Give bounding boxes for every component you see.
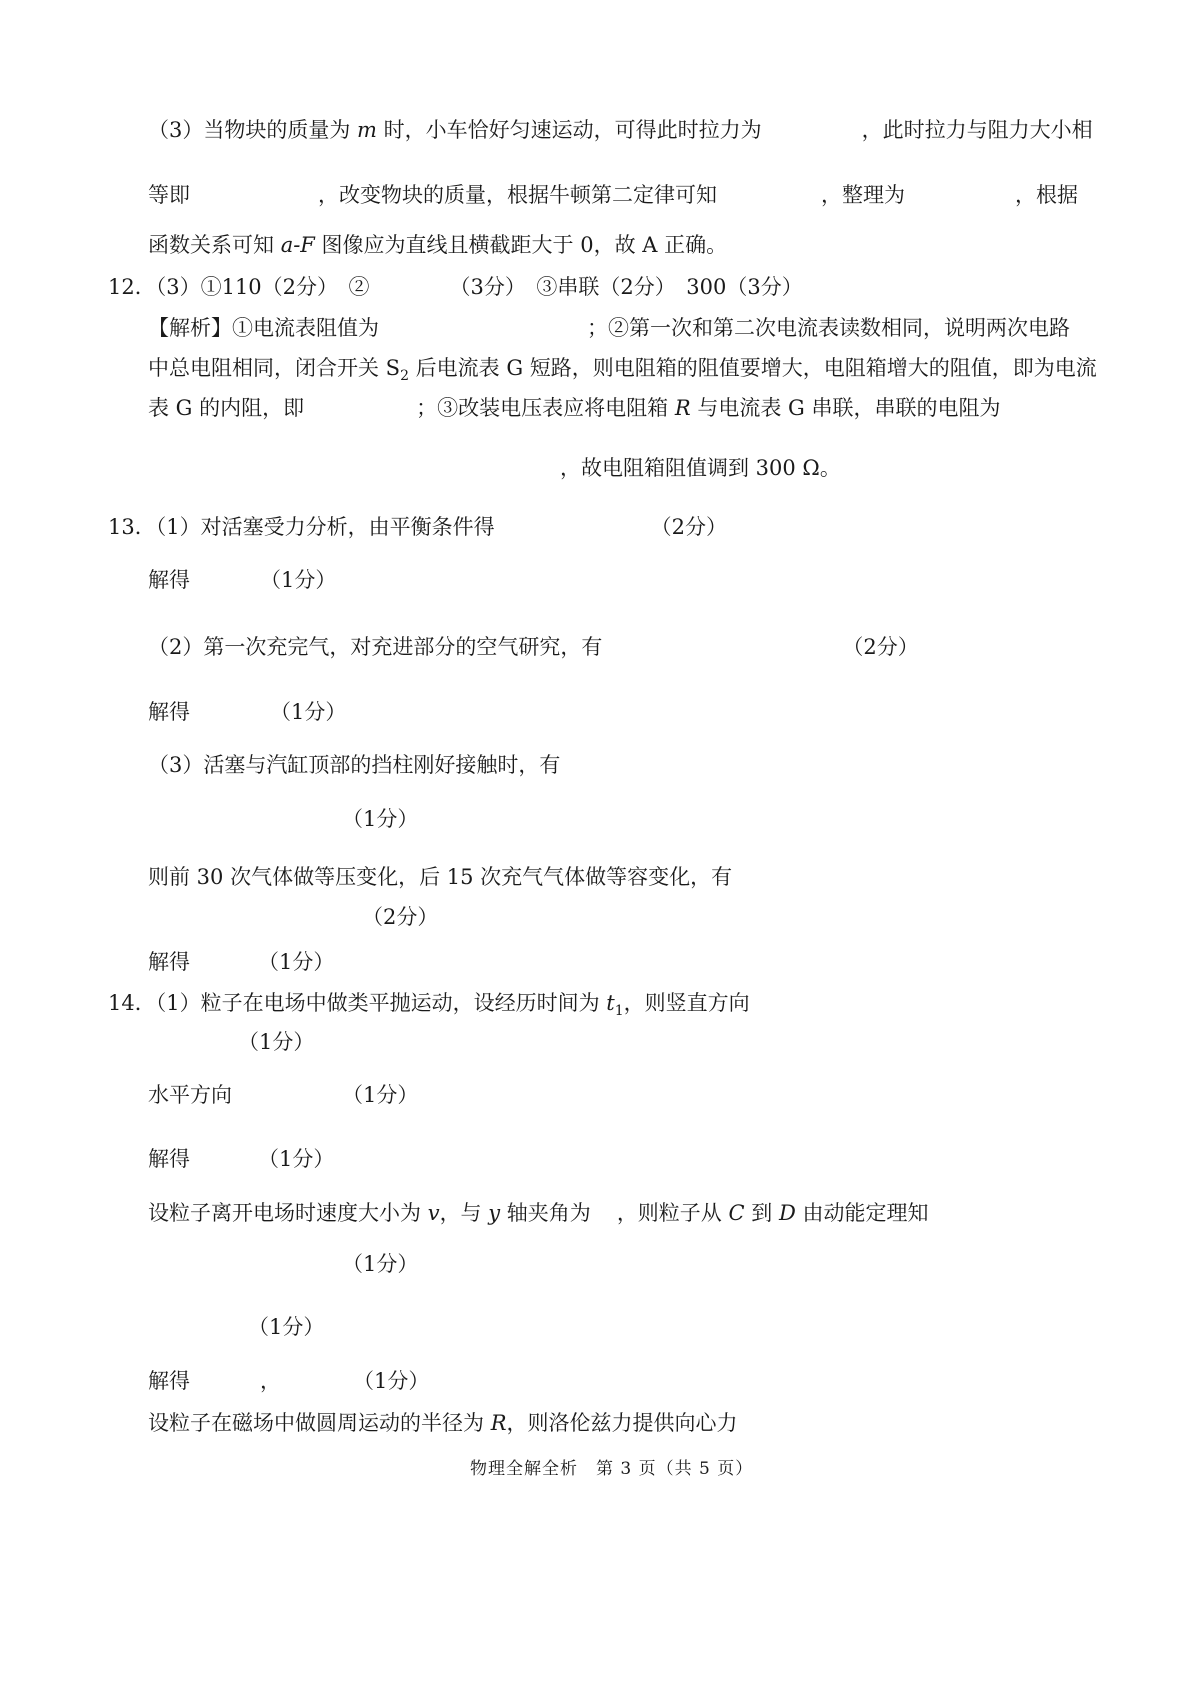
subscript: 1 [614, 1003, 624, 1020]
text-line [148, 862, 732, 892]
text-segment: ，改变物块的质量，根据牛顿第二定律可知 [318, 183, 717, 207]
text-segment: 水平方向 [148, 1083, 232, 1107]
text-line [148, 565, 336, 595]
text-segment: （2分） [650, 515, 727, 539]
text-segment: 解得 [148, 950, 190, 974]
variable: v [427, 1201, 440, 1225]
text-segment: 14．（1）粒子在电场中做类平抛运动，设经历时间为 [108, 991, 607, 1015]
score-label [248, 1312, 324, 1342]
text-segment: （1分） [342, 1252, 419, 1276]
question-12-answer [108, 272, 803, 302]
score-label [342, 804, 418, 834]
text-segment: ，根据 [1015, 183, 1078, 207]
text-segment: （1分） [258, 1147, 335, 1171]
text-segment: 到 [744, 1201, 779, 1225]
text-segment: 解得 [148, 700, 190, 724]
text-line [148, 1080, 418, 1110]
text-segment: （1分） [248, 1315, 325, 1339]
text-segment: （1分） [238, 1030, 315, 1054]
text-segment: 【解析】①电流表阻值为 [148, 316, 379, 340]
variable: y [488, 1201, 501, 1225]
text-line [148, 353, 1097, 391]
text-segment: ，故电阻箱阻值调到 300 Ω。 [560, 456, 841, 480]
text-segment: 设粒子在磁场中做圆周运动的半径为 [148, 1411, 491, 1435]
text-segment: 表 G 的内阻，即 [148, 396, 305, 420]
text-line [148, 1198, 928, 1228]
variable: D [778, 1201, 796, 1225]
text-segment: ，整理为 [821, 183, 905, 207]
text-segment: （1分） [260, 568, 337, 592]
subscript: 2 [400, 368, 409, 385]
text-segment: 轴夹角为 [500, 1201, 591, 1225]
text-segment: 函数关系可知 [148, 233, 281, 257]
question-13-line [108, 512, 727, 542]
text-segment: （3）当物块的质量为 [148, 118, 358, 142]
text-segment: 12．（3）①110（2分） ② [108, 275, 370, 299]
text-segment: 设粒子离开电场时速度大小为 [148, 1201, 428, 1225]
text-segment: 解得 [148, 1147, 190, 1171]
text-segment: 解得 [148, 568, 190, 592]
variable: t [606, 991, 615, 1015]
text-segment: 时，小车恰好匀速运动，可得此时拉力为 [376, 118, 762, 142]
text-segment: ，则洛伦兹力提供向心力 [506, 1411, 738, 1435]
text-line [148, 750, 560, 780]
score-label [238, 1027, 314, 1057]
text-segment: （1分） [342, 807, 419, 831]
text-segment: 由动能定理知 [795, 1201, 929, 1225]
text-segment: （1分） [270, 700, 347, 724]
text-segment: ，与 [439, 1201, 489, 1225]
text-segment: ，此时拉力与阻力大小相 [861, 118, 1093, 142]
text-line [148, 1408, 738, 1438]
variable: R [674, 396, 691, 420]
question-14-line [108, 988, 750, 1026]
variable: C [728, 1201, 745, 1225]
text-line [148, 393, 1000, 423]
text-segment: ；③改装电压表应将电阻箱 [416, 396, 675, 420]
variable: m [357, 118, 377, 142]
text-segment: （2分） [842, 635, 919, 659]
text-line [148, 697, 346, 727]
text-line [560, 453, 841, 483]
text-line [148, 180, 1078, 210]
text-segment: ；②第一次和第二次电流表读数相同，说明两次电路 [587, 316, 1070, 340]
text-segment: 13．（1）对活塞受力分析，由平衡条件得 [108, 515, 495, 539]
score-label [362, 902, 438, 932]
text-segment: ， [260, 1369, 281, 1393]
text-segment: （3）活塞与汽缸顶部的挡柱刚好接触时，有 [148, 753, 561, 777]
text-line [148, 632, 919, 662]
text-segment: 则前 30 次气体做等压变化，后 15 次充气气体做等容变化，有 [148, 865, 733, 889]
text-segment: 中总电阻相同，闭合开关 S [148, 356, 401, 380]
text-segment: （2分） [362, 905, 439, 929]
text-line [148, 313, 1070, 343]
text-segment: 等即 [148, 183, 190, 207]
text-line [148, 1144, 334, 1174]
text-segment: （1分） [342, 1083, 419, 1107]
variable: R [490, 1411, 507, 1435]
score-label [342, 1249, 418, 1279]
text-line [148, 115, 1093, 145]
text-segment: 后电流表 G 短路，则电阻箱的阻值要增大，电阻箱增大的阻值，即为电流 [408, 356, 1097, 380]
text-line [148, 230, 727, 260]
text-segment: ，则竖直方向 [623, 991, 750, 1015]
text-line [148, 1366, 429, 1396]
text-segment: 解得 [148, 1369, 190, 1393]
text-segment: （3分） ③串联（2分） 300（3分） [449, 275, 803, 299]
text-line [148, 947, 334, 977]
page-footer: 物理全解全析 第 3 页（共 5 页） [470, 1459, 754, 1479]
variable: a-F [280, 233, 315, 257]
text-segment: ，则粒子从 [616, 1201, 729, 1225]
text-segment: （1分） [258, 950, 335, 974]
text-segment: 图像应为直线且横截距大于 0，故 A 正确。 [314, 233, 728, 257]
text-segment: 与电流表 G 串联，串联的电阻为 [690, 396, 1001, 420]
text-segment: （2）第一次充完气，对充进部分的空气研究，有 [148, 635, 603, 659]
text-segment: （1分） [353, 1369, 430, 1393]
